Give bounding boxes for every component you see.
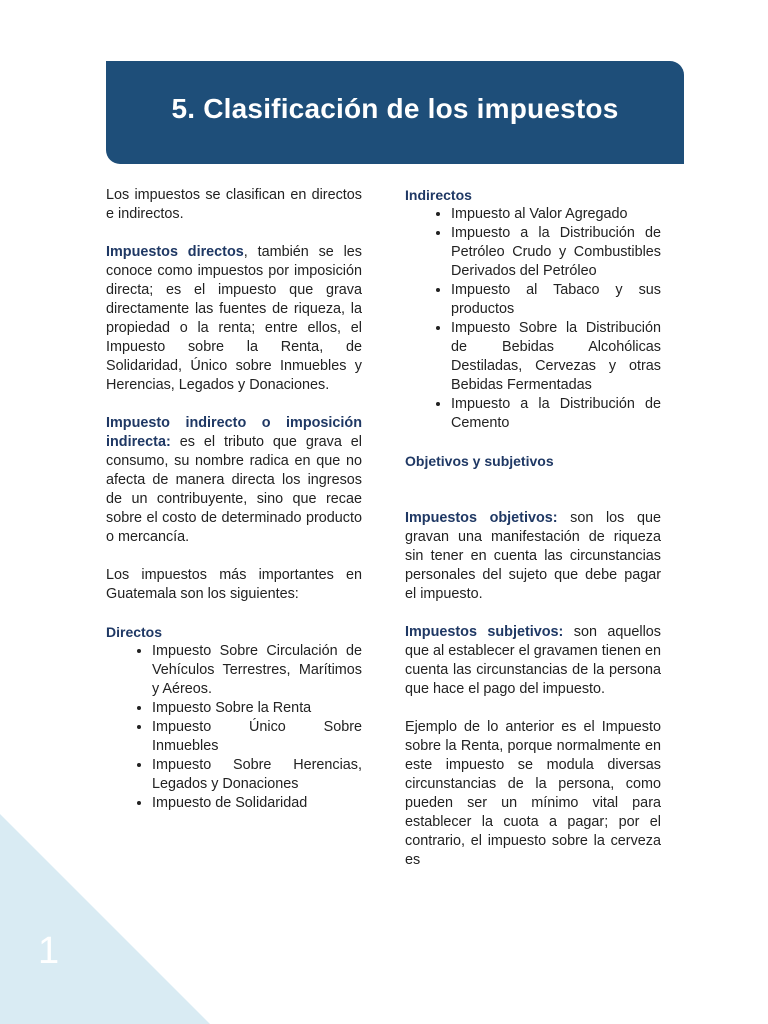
corner-decoration xyxy=(0,814,210,1024)
header-banner xyxy=(106,61,684,164)
spacer xyxy=(405,490,661,509)
list-item: • Impuesto Único Sobre Inmuebles xyxy=(152,718,362,756)
intro-text: Los impuestos se clasifican en directos e indirectos. xyxy=(106,187,362,222)
direct-taxes-text: , también se les conoce como impuestos por imposición directa; es el impuesto que grava directamente las fuentes de riqueza, la propiedad o la renta; entre ellos, el Impuesto sobre la Renta, de Solidaridad, Único sobre Inmuebles y Herencias, Legados y Donaciones. xyxy=(106,244,362,393)
objective-taxes-text: son los que gravan una manifestación de riqueza sin tener en cuenta las circunstancias personales del sujeto que debe pagar el impuesto. xyxy=(405,510,661,602)
direct-taxes-paragraph xyxy=(106,243,362,395)
spacer xyxy=(405,433,661,452)
indirect-taxes-term: Impuesto indirecto o imposición indirecta: xyxy=(106,415,362,450)
important-taxes-text: Los impuestos más importantes en Guatemala son los siguientes: xyxy=(106,567,362,602)
list-item: • Impuesto a la Distribución de Petróleo Crudo y Combustibles Derivados del Petróleo xyxy=(451,224,661,281)
indirectos-list xyxy=(405,205,661,433)
example-paragraph xyxy=(405,718,661,870)
subjective-taxes-text: son aquellos que al establecer el gravamen tienen en cuenta las circunstancias de la persona que hace el pago del impuesto. xyxy=(405,624,662,697)
subjective-taxes-term: Impuestos subjetivos: xyxy=(405,624,564,640)
list-item: • Impuesto Sobre la Distribución de Bebidas Alcohólicas Destiladas, Cervezas y otras Bebidas Fermentadas xyxy=(451,319,661,395)
list-item: • Impuesto Sobre Herencias, Legados y Donaciones xyxy=(152,756,362,794)
indirect-taxes-paragraph xyxy=(106,414,362,547)
objective-taxes-term: Impuestos objetivos: xyxy=(405,510,558,526)
right-column xyxy=(405,186,661,889)
list-item: • Impuesto Sobre la Renta xyxy=(152,699,362,718)
list-item: • Impuesto al Valor Agregado xyxy=(451,205,661,224)
list-item: • Impuesto de Solidaridad xyxy=(152,794,362,813)
list-item: • Impuesto Sobre Circulación de Vehículos Terrestres, Marítimos y Aéreos. xyxy=(152,642,362,699)
left-column xyxy=(106,186,362,813)
indirect-taxes-text: es el tributo que grava el consumo, su nombre radica en que no afecta de manera directa los ingresos de un contribuyente, sino que recae sobre el costo de determinado producto o mercancía. xyxy=(106,434,362,545)
intro-paragraph xyxy=(106,186,362,224)
directos-list xyxy=(106,642,362,813)
list-item: • Impuesto a la Distribución de Cemento xyxy=(451,395,661,433)
page-title: 5. Clasificación de los impuestos xyxy=(171,92,619,124)
direct-taxes-term: Impuestos directos xyxy=(106,244,244,260)
objective-taxes-paragraph xyxy=(405,509,661,604)
objetivos-subjetivos-heading: Objetivos y subjetivos xyxy=(405,453,554,469)
important-taxes-intro xyxy=(106,566,362,604)
list-item: • Impuesto al Tabaco y sus productos xyxy=(451,281,661,319)
subjective-taxes-paragraph xyxy=(405,623,661,699)
example-text: Ejemplo de lo anterior es el Impuesto sobre la Renta, porque normalmente en este impuesto se modula diversas circunstancias de la persona, como pueden ser un mínimo vital para establecer la cuota a pagar; por el contrario, el impuesto sobre la cerveza es xyxy=(405,719,661,868)
indirectos-heading: Indirectos xyxy=(405,187,472,203)
spacer xyxy=(405,471,661,490)
directos-heading: Directos xyxy=(106,624,163,640)
page-number: 1 xyxy=(38,930,60,972)
